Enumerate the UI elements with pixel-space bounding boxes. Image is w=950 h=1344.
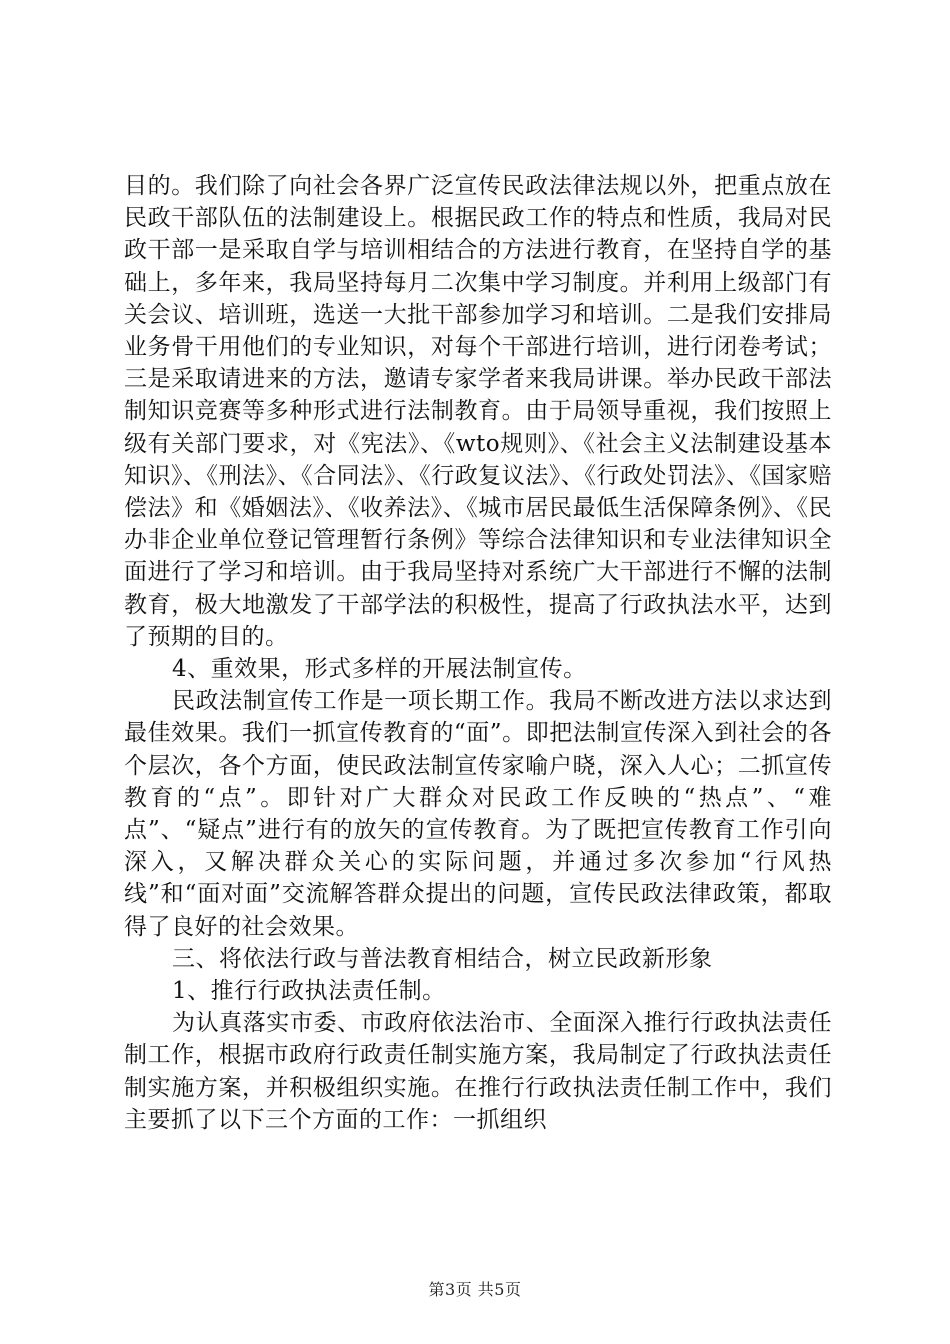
paragraph-responsibility: 为认真落实市委、市政府依法治市、全面深入推行行政执法责任制工作，根据市政府行政责任制实施方案，我局制定了行政执法责任制实施方案，并积极组织实施。在推行行政执法责任制工作中，我们主要抓了以下三个方面的工作：一抓组织 <box>124 1010 832 1133</box>
section-heading-4: 4、重效果，形式多样的开展法制宣传。 <box>172 656 587 683</box>
subsection-heading-1: 1、推行行政执法责任制。 <box>172 978 446 1005</box>
paragraph-continuation: 目的。我们除了向社会各界广泛宣传民政法律法规以外，把重点放在民政干部队伍的法制建设上。根据民政工作的特点和性质，我局对民政干部一是采取自学与培训相结合的方法进行教育，在坚持自学的基础上，多年来，我局坚持每月二次集中学习制度。并利用上级部门有关会议、培训班，选送一大批干部参加学习和培训。二是我们安排局业务骨干用他们的专业知识，对每个干部进行培训，进行闭卷考试；三是采取请进来的方法，邀请专家学者来我局讲课。举办民政干部法制知识竞赛等多种形式进行法制教育。由于局领导重视，我们按照上级有关部门要求，对《宪法》、《wto规则》、《社会主义法制建设基本知识》、《刑法》、《合同法》、《行政复议法》、《行政处罚法》、《国家赔偿法》和《婚姻法》、《收养法》、《城市居民最低生活保障条例》、《民办非企业单位登记管理暂行条例》等综合法律知识和专业法律知识全面进行了学习和培训。由于我局坚持对系统广大干部进行不懈的法制教育，极大地激发了干部学法的积极性，提高了行政执法水平，达到了预期的目的。 <box>124 173 832 650</box>
page-total: 共5页 <box>477 1280 522 1299</box>
page-number: 第3页 <box>428 1280 473 1299</box>
page-footer <box>0 1277 950 1300</box>
document-body <box>124 170 832 1136</box>
paragraph-propaganda: 民政法制宣传工作是一项长期工作。我局不断改进方法以求达到最佳效果。我们一抓宣传教育的“面”。即把法制宣传深入到社会的各个层次，各个方面，使民政法制宣传家喻户晓，深入人心；二抓宣传教育的“点”。即针对广大群众对民政工作反映的“热点”、“难点”、“疑点”进行有的放矢的宣传教育。为了既把宣传教育工作引向深入，又解决群众关心的实际问题，并通过多次参加“行风热线”和“面对面”交流解答群众提出的问题，宣传民政法律政策，都取得了良好的社会效果。 <box>124 688 832 940</box>
section-heading-3: 三、将依法行政与普法教育相结合，树立民政新形象 <box>172 945 713 972</box>
